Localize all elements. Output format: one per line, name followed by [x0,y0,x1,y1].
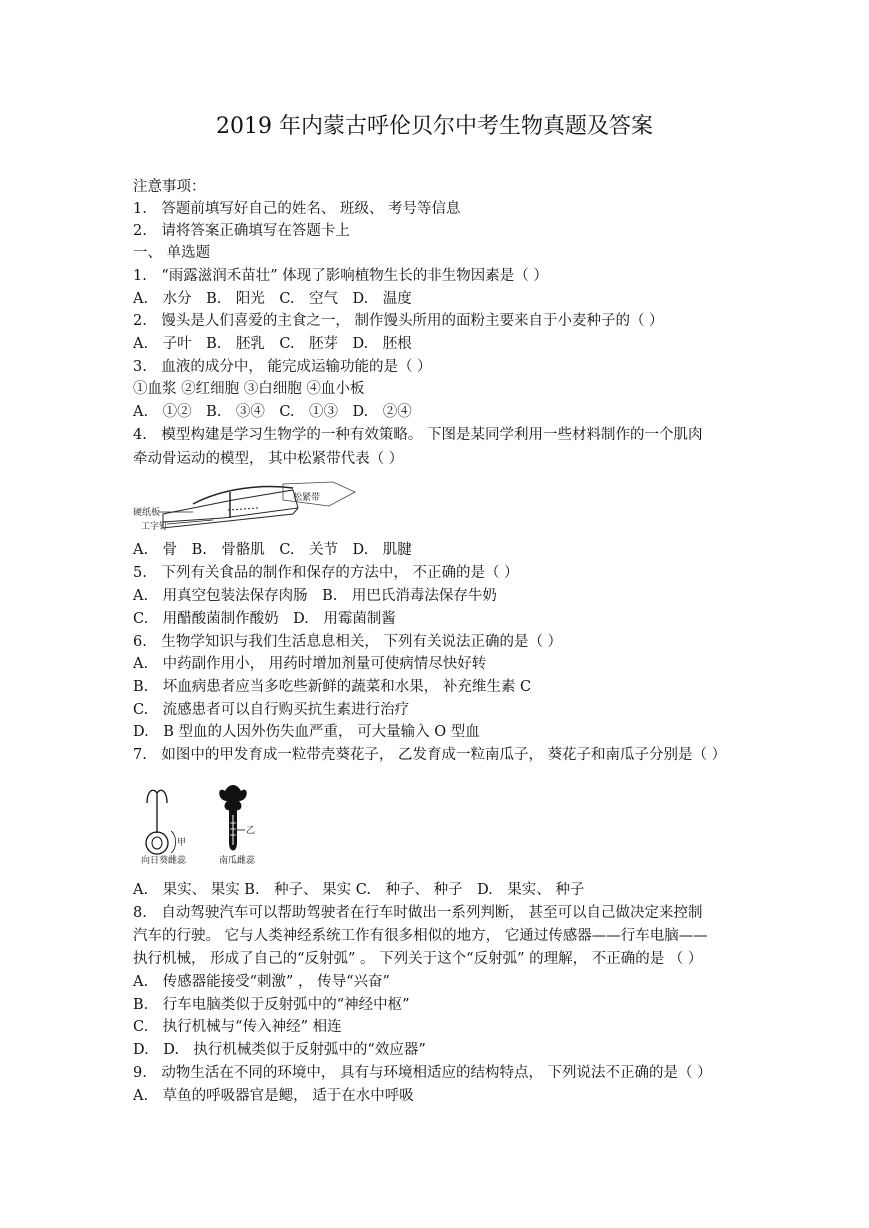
label-pin: 工字钉 [141,522,169,532]
section-heading: 一、 单选题 [133,245,211,261]
question-5-options-ab: A. 用真空包装法保存肉肠 B. 用巴氏消毒法保存牛奶 [133,588,497,604]
question-8-option-d: D. D. 执行机械类似于反射弧中的“效应器” [133,1042,426,1058]
label-jia: 甲 [177,838,187,848]
caption-pumpkin-pistil: 南瓜雌蕊 [219,856,256,865]
question-8-option-b: B. 行车电脑类似于反射弧中的“神经中枢” [133,997,410,1013]
muscle-model-figure [133,478,363,538]
question-2-options: A. 子叶 B. 胚乳 C. 胚芽 D. 胚根 [133,336,412,352]
question-4-options: A. 骨 B. 骨骼肌 C. 关节 D. 肌腱 [133,542,412,558]
notice-item-2: 2. 请将答案正确填写在答题卡上 [133,223,350,239]
notice-item-1: 1. 答题前填写好自己的姓名、 班级、 考号等信息 [133,201,461,217]
question-1: 1. “雨露滋润禾苗壮” 体现了影响植物生长的非生物因素是（ ） [133,268,548,284]
question-8-cont-1: 汽车的行驶。 它与人类神经系统工作有很多相似的地方， 它通过传感器——行车电脑—— [133,928,708,944]
question-6-option-b: B. 坏血病患者应当多吃些新鲜的蔬菜和水果， 补充维生素 C [133,679,532,695]
question-6-option-c: C. 流感患者可以自行购买抗生素进行治疗 [133,702,410,718]
question-3: 3. 血液的成分中， 能完成运输功能的是（ ） [133,359,432,375]
label-cardboard: 硬纸板 [133,508,161,518]
label-elastic: 松紧带 [293,493,321,503]
question-5: 5. 下列有关食品的制作和保存的方法中， 不正确的是（ ） [133,565,519,581]
question-9: 9. 动物生活在不同的环境中， 具有与环境相适应的结构特点， 下列说法不正确的是（ ） [133,1065,712,1081]
question-6-option-a: A. 中药副作用小， 用药时增加剂量可使病情尽快好转 [133,656,487,672]
question-4: 4. 模型构建是学习生物学的一种有效策略。 下图是某同学利用一些材料制作的一个肌肉 [133,427,703,443]
question-6-option-d: D. B 型血的人因外伤失血严重， 可大量输入 O 型血 [133,724,480,740]
question-6: 6. 生物学知识与我们生活息息相关， 下列有关说法正确的是（ ） [133,634,563,650]
question-7-options: A. 果实、 果实 B. 种子、 果实 C. 种子、 种子 D. 果实、 种子 [133,882,585,898]
pistil-figure [133,783,283,869]
question-4-cont: 牵动骨运动的模型， 其中松紧带代表（ ） [133,451,404,467]
question-5-options-cd: C. 用醋酸菌制作酸奶 D. 用霉菌制酱 [133,611,396,627]
notice-heading: 注意事项： [133,179,206,195]
question-8-cont-2: 执行机械， 形成了自己的“反射弧” 。 下列关于这个“反射弧” 的理解， 不正确的是 （ ） [133,951,703,967]
question-9-option-a: A. 草鱼的呼吸器官是鳃， 适于在水中呼吸 [133,1088,414,1104]
question-1-options: A. 水分 B. 阳光 C. 空气 D. 温度 [133,291,412,307]
question-3-options: A. ①② B. ③④ C. ①③ D. ②④ [133,404,412,420]
question-3-items: ①血浆 ②红细胞 ③白细胞 ④血小板 [133,381,365,397]
document-title: 2019 年内蒙古呼伦贝尔中考生物真题及答案 [216,114,653,139]
question-8: 8. 自动驾驶汽车可以帮助驾驶者在行车时做出一系列判断， 甚至可以自己做决定来控制 [133,905,703,921]
question-7: 7. 如图中的甲发育成一粒带壳葵花子， 乙发育成一粒南瓜子， 葵花子和南瓜子分别是（ ） [133,747,727,763]
question-8-option-a: A. 传感器能接受“刺激” ， 传导“兴奋” [133,974,390,990]
caption-sunflower-pistil: 向日葵雌蕊 [141,856,187,865]
question-2: 2. 馒头是人们喜爱的主食之一， 制作馒头所用的面粉主要来自于小麦种子的（ ） [133,313,664,329]
question-8-option-c: C. 执行机械与“传入神经” 相连 [133,1019,342,1035]
label-yi: 乙 [246,826,256,836]
